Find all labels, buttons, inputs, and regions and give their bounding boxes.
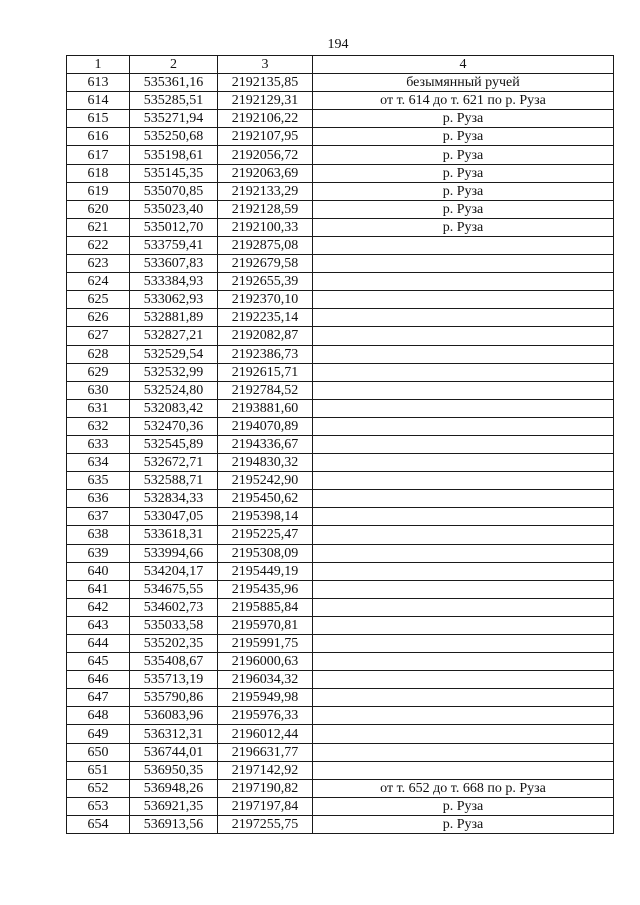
description-cell [313, 544, 614, 562]
point-number-cell: 645 [67, 653, 130, 671]
column-header-1: 1 [67, 56, 130, 74]
description-cell [313, 309, 614, 327]
y-coordinate-cell: 2192107,95 [218, 128, 313, 146]
x-coordinate-cell: 536312,31 [130, 725, 218, 743]
table-row [67, 653, 614, 671]
table-row [67, 526, 614, 544]
point-number-cell: 622 [67, 236, 130, 254]
table-row [67, 128, 614, 146]
description-cell [313, 273, 614, 291]
x-coordinate-cell: 536948,26 [130, 779, 218, 797]
x-coordinate-cell: 536083,96 [130, 707, 218, 725]
x-coordinate-cell: 532672,71 [130, 454, 218, 472]
y-coordinate-cell: 2197190,82 [218, 779, 313, 797]
description-cell: р. Руза [313, 797, 614, 815]
description-cell [313, 743, 614, 761]
table-row [67, 345, 614, 363]
table-row [67, 381, 614, 399]
table-row [67, 580, 614, 598]
point-number-cell: 646 [67, 671, 130, 689]
table-row [67, 273, 614, 291]
point-number-cell: 647 [67, 689, 130, 707]
description-cell: р. Руза [313, 164, 614, 182]
y-coordinate-cell: 2192235,14 [218, 309, 313, 327]
y-coordinate-cell: 2193881,60 [218, 399, 313, 417]
table-row [67, 544, 614, 562]
table-row [67, 417, 614, 435]
y-coordinate-cell: 2192106,22 [218, 110, 313, 128]
y-coordinate-cell: 2195398,14 [218, 508, 313, 526]
point-number-cell: 653 [67, 797, 130, 815]
y-coordinate-cell: 2196631,77 [218, 743, 313, 761]
description-cell [313, 417, 614, 435]
x-coordinate-cell: 535202,35 [130, 635, 218, 653]
x-coordinate-cell: 535713,19 [130, 671, 218, 689]
table-row [67, 598, 614, 616]
y-coordinate-cell: 2195242,90 [218, 472, 313, 490]
point-number-cell: 637 [67, 508, 130, 526]
x-coordinate-cell: 535012,70 [130, 218, 218, 236]
x-coordinate-cell: 535033,58 [130, 616, 218, 634]
y-coordinate-cell: 2192082,87 [218, 327, 313, 345]
point-number-cell: 641 [67, 580, 130, 598]
description-cell [313, 255, 614, 273]
point-number-cell: 630 [67, 381, 130, 399]
description-cell [313, 363, 614, 381]
x-coordinate-cell: 535198,61 [130, 146, 218, 164]
point-number-cell: 615 [67, 110, 130, 128]
description-cell [313, 562, 614, 580]
description-cell [313, 616, 614, 634]
x-coordinate-cell: 534204,17 [130, 562, 218, 580]
y-coordinate-cell: 2192135,85 [218, 74, 313, 92]
y-coordinate-cell: 2192655,39 [218, 273, 313, 291]
x-coordinate-cell: 535271,94 [130, 110, 218, 128]
y-coordinate-cell: 2192386,73 [218, 345, 313, 363]
y-coordinate-cell: 2194830,32 [218, 454, 313, 472]
description-cell [313, 490, 614, 508]
table-row [67, 255, 614, 273]
description-cell [313, 761, 614, 779]
table-row [67, 725, 614, 743]
table-row [67, 218, 614, 236]
y-coordinate-cell: 2194070,89 [218, 417, 313, 435]
x-coordinate-cell: 532588,71 [130, 472, 218, 490]
point-number-cell: 652 [67, 779, 130, 797]
y-coordinate-cell: 2195225,47 [218, 526, 313, 544]
x-coordinate-cell: 533618,31 [130, 526, 218, 544]
point-number-cell: 633 [67, 435, 130, 453]
table-row [67, 707, 614, 725]
y-coordinate-cell: 2195449,19 [218, 562, 313, 580]
table-row [67, 508, 614, 526]
point-number-cell: 621 [67, 218, 130, 236]
y-coordinate-cell: 2196034,32 [218, 671, 313, 689]
y-coordinate-cell: 2192784,52 [218, 381, 313, 399]
table-row [67, 779, 614, 797]
y-coordinate-cell: 2195970,81 [218, 616, 313, 634]
point-number-cell: 639 [67, 544, 130, 562]
description-cell [313, 635, 614, 653]
point-number-cell: 625 [67, 291, 130, 309]
point-number-cell: 643 [67, 616, 130, 634]
x-coordinate-cell: 533384,93 [130, 273, 218, 291]
point-number-cell: 613 [67, 74, 130, 92]
point-number-cell: 629 [67, 363, 130, 381]
point-number-cell: 654 [67, 815, 130, 833]
description-cell: р. Руза [313, 815, 614, 833]
table-row [67, 562, 614, 580]
table-row [67, 472, 614, 490]
y-coordinate-cell: 2195991,75 [218, 635, 313, 653]
x-coordinate-cell: 532083,42 [130, 399, 218, 417]
description-cell [313, 435, 614, 453]
coordinates-table [66, 55, 614, 834]
description-cell: р. Руза [313, 200, 614, 218]
table-row [67, 92, 614, 110]
point-number-cell: 636 [67, 490, 130, 508]
description-cell [313, 526, 614, 544]
table-header-row [67, 56, 614, 74]
point-number-cell: 632 [67, 417, 130, 435]
point-number-cell: 627 [67, 327, 130, 345]
point-number-cell: 642 [67, 598, 130, 616]
table-row [67, 671, 614, 689]
description-cell [313, 508, 614, 526]
description-cell: безымянный ручей [313, 74, 614, 92]
y-coordinate-cell: 2197255,75 [218, 815, 313, 833]
description-cell [313, 671, 614, 689]
point-number-cell: 638 [67, 526, 130, 544]
x-coordinate-cell: 532470,36 [130, 417, 218, 435]
x-coordinate-cell: 535285,51 [130, 92, 218, 110]
point-number-cell: 635 [67, 472, 130, 490]
description-cell [313, 580, 614, 598]
table-row [67, 309, 614, 327]
y-coordinate-cell: 2195450,62 [218, 490, 313, 508]
x-coordinate-cell: 532529,54 [130, 345, 218, 363]
table-row [67, 146, 614, 164]
description-cell [313, 725, 614, 743]
point-number-cell: 648 [67, 707, 130, 725]
description-cell [313, 472, 614, 490]
table-row [67, 454, 614, 472]
table-row [67, 761, 614, 779]
description-cell: р. Руза [313, 128, 614, 146]
column-header-4: 4 [313, 56, 614, 74]
y-coordinate-cell: 2195885,84 [218, 598, 313, 616]
table-row [67, 490, 614, 508]
x-coordinate-cell: 532545,89 [130, 435, 218, 453]
table-row [67, 291, 614, 309]
x-coordinate-cell: 536921,35 [130, 797, 218, 815]
x-coordinate-cell: 535408,67 [130, 653, 218, 671]
point-number-cell: 624 [67, 273, 130, 291]
point-number-cell: 626 [67, 309, 130, 327]
y-coordinate-cell: 2192679,58 [218, 255, 313, 273]
description-cell [313, 345, 614, 363]
x-coordinate-cell: 533607,83 [130, 255, 218, 273]
table-row [67, 797, 614, 815]
x-coordinate-cell: 535023,40 [130, 200, 218, 218]
table-row [67, 635, 614, 653]
point-number-cell: 650 [67, 743, 130, 761]
table-row [67, 164, 614, 182]
x-coordinate-cell: 533047,05 [130, 508, 218, 526]
table-row [67, 182, 614, 200]
table-row [67, 200, 614, 218]
table-row [67, 689, 614, 707]
y-coordinate-cell: 2192128,59 [218, 200, 313, 218]
x-coordinate-cell: 533994,66 [130, 544, 218, 562]
table-body [67, 74, 614, 834]
description-cell: от т. 652 до т. 668 по р. Руза [313, 779, 614, 797]
description-cell [313, 327, 614, 345]
y-coordinate-cell: 2195949,98 [218, 689, 313, 707]
table-row [67, 363, 614, 381]
description-cell [313, 236, 614, 254]
point-number-cell: 618 [67, 164, 130, 182]
point-number-cell: 651 [67, 761, 130, 779]
x-coordinate-cell: 535070,85 [130, 182, 218, 200]
table-row [67, 74, 614, 92]
y-coordinate-cell: 2192063,69 [218, 164, 313, 182]
x-coordinate-cell: 532827,21 [130, 327, 218, 345]
description-cell: р. Руза [313, 110, 614, 128]
x-coordinate-cell: 536950,35 [130, 761, 218, 779]
table-row [67, 616, 614, 634]
x-coordinate-cell: 534602,73 [130, 598, 218, 616]
point-number-cell: 617 [67, 146, 130, 164]
y-coordinate-cell: 2192056,72 [218, 146, 313, 164]
y-coordinate-cell: 2192370,10 [218, 291, 313, 309]
y-coordinate-cell: 2192615,71 [218, 363, 313, 381]
point-number-cell: 628 [67, 345, 130, 363]
description-cell: р. Руза [313, 146, 614, 164]
y-coordinate-cell: 2196000,63 [218, 653, 313, 671]
description-cell: от т. 614 до т. 621 по р. Руза [313, 92, 614, 110]
table-row [67, 435, 614, 453]
y-coordinate-cell: 2195308,09 [218, 544, 313, 562]
description-cell: р. Руза [313, 182, 614, 200]
x-coordinate-cell: 532524,80 [130, 381, 218, 399]
point-number-cell: 620 [67, 200, 130, 218]
x-coordinate-cell: 532532,99 [130, 363, 218, 381]
description-cell: р. Руза [313, 218, 614, 236]
x-coordinate-cell: 535145,35 [130, 164, 218, 182]
point-number-cell: 619 [67, 182, 130, 200]
description-cell [313, 598, 614, 616]
point-number-cell: 649 [67, 725, 130, 743]
description-cell [313, 653, 614, 671]
y-coordinate-cell: 2196012,44 [218, 725, 313, 743]
y-coordinate-cell: 2197142,92 [218, 761, 313, 779]
x-coordinate-cell: 532881,89 [130, 309, 218, 327]
point-number-cell: 623 [67, 255, 130, 273]
point-number-cell: 634 [67, 454, 130, 472]
point-number-cell: 631 [67, 399, 130, 417]
description-cell [313, 707, 614, 725]
x-coordinate-cell: 535361,16 [130, 74, 218, 92]
description-cell [313, 291, 614, 309]
description-cell [313, 399, 614, 417]
y-coordinate-cell: 2195435,96 [218, 580, 313, 598]
y-coordinate-cell: 2197197,84 [218, 797, 313, 815]
x-coordinate-cell: 535790,86 [130, 689, 218, 707]
point-number-cell: 644 [67, 635, 130, 653]
table-row [67, 399, 614, 417]
table-row [67, 815, 614, 833]
y-coordinate-cell: 2195976,33 [218, 707, 313, 725]
x-coordinate-cell: 532834,33 [130, 490, 218, 508]
table-row [67, 236, 614, 254]
page-number: 194 [327, 37, 349, 52]
description-cell [313, 454, 614, 472]
column-header-3: 3 [218, 56, 313, 74]
x-coordinate-cell: 533759,41 [130, 236, 218, 254]
point-number-cell: 640 [67, 562, 130, 580]
y-coordinate-cell: 2192100,33 [218, 218, 313, 236]
table-row [67, 110, 614, 128]
column-header-2: 2 [130, 56, 218, 74]
point-number-cell: 616 [67, 128, 130, 146]
table-row [67, 743, 614, 761]
table-row [67, 327, 614, 345]
description-cell [313, 689, 614, 707]
y-coordinate-cell: 2194336,67 [218, 435, 313, 453]
x-coordinate-cell: 534675,55 [130, 580, 218, 598]
point-number-cell: 614 [67, 92, 130, 110]
x-coordinate-cell: 533062,93 [130, 291, 218, 309]
y-coordinate-cell: 2192133,29 [218, 182, 313, 200]
y-coordinate-cell: 2192875,08 [218, 236, 313, 254]
x-coordinate-cell: 536913,56 [130, 815, 218, 833]
y-coordinate-cell: 2192129,31 [218, 92, 313, 110]
x-coordinate-cell: 535250,68 [130, 128, 218, 146]
x-coordinate-cell: 536744,01 [130, 743, 218, 761]
description-cell [313, 381, 614, 399]
